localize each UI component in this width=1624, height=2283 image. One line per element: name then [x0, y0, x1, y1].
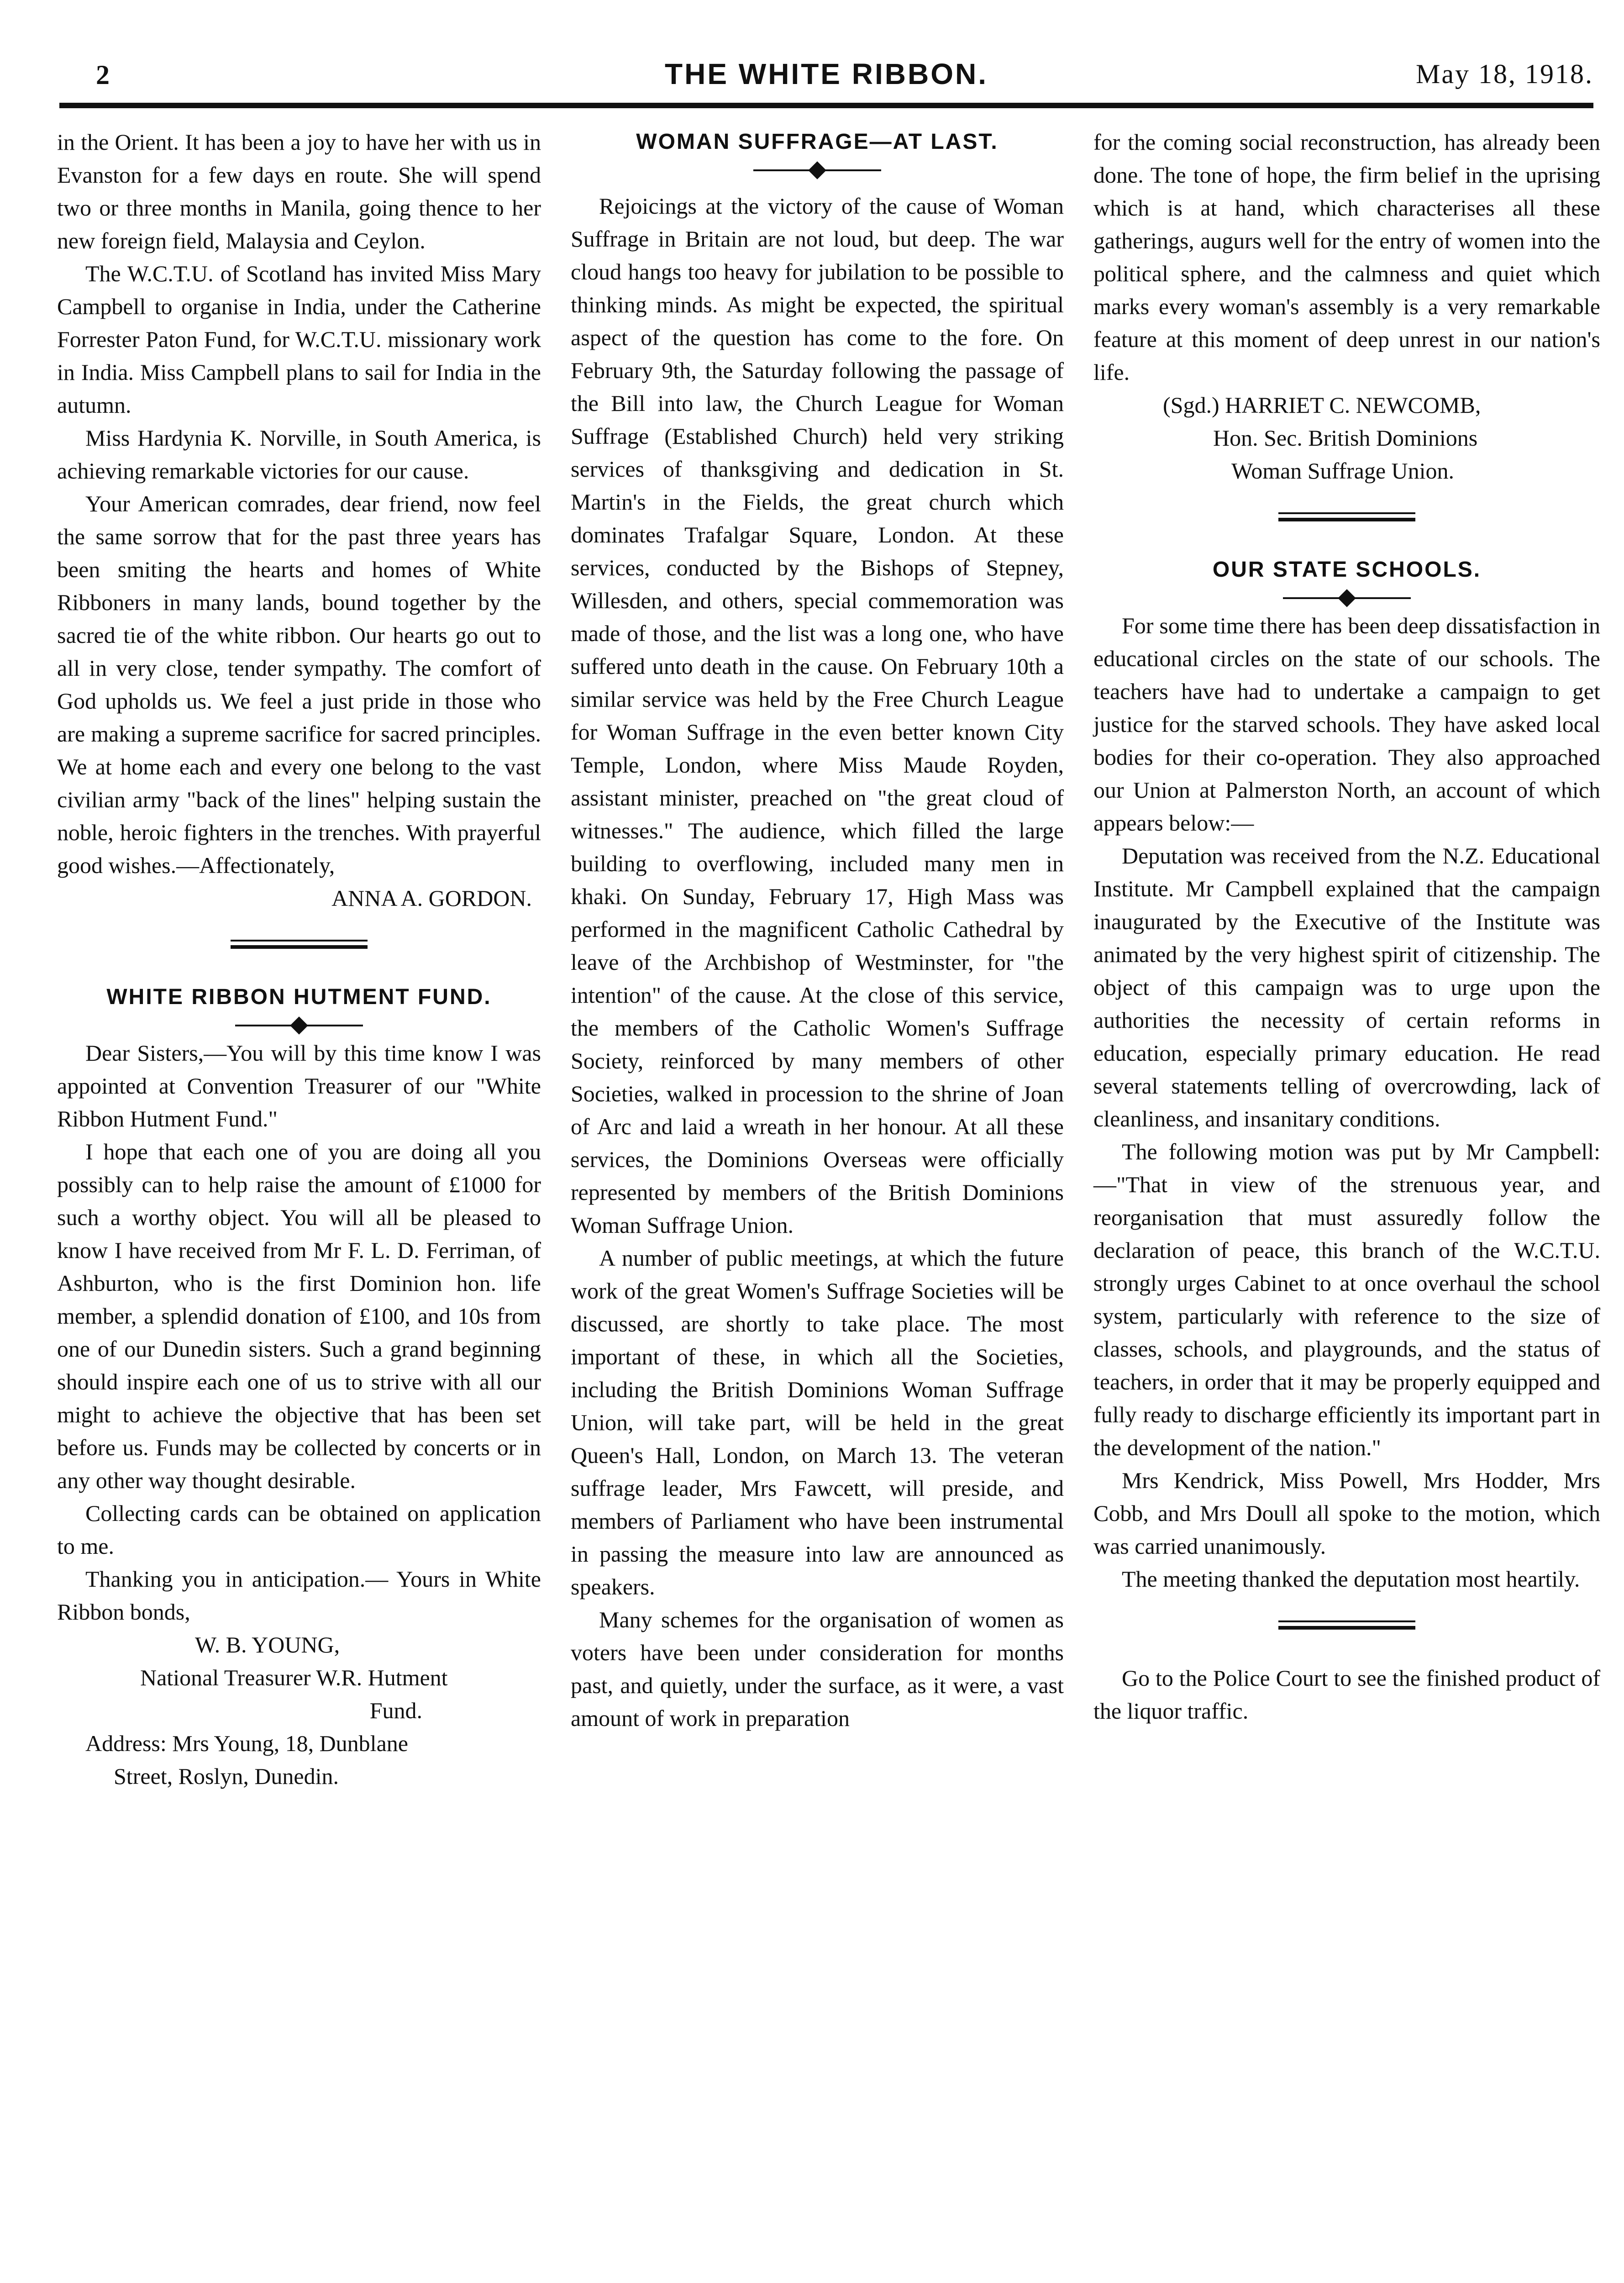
paragraph: for the coming social reconstruction, has already been done. The tone of hope, the firm belief in the uprising which is at hand, which characterises all these gatherings, augurs well for the entry of women into the political sphere, and the calmness and quiet which marks every woman's assembly is a very remarkable feature at this moment of deep unrest in our nation's life.	[1093, 129, 1600, 385]
column-3	[1093, 126, 1600, 1727]
heading-ornament	[57, 1014, 541, 1036]
suffrage-heading: WOMAN SUFFRAGE—AT LAST.	[636, 130, 999, 154]
column-1	[57, 126, 541, 1793]
paragraph: For some time there has been deep dissatisfaction in educational circles on the state of our schools. The teachers have had to undertake a campaign to get justice for the starved schools. They have asked local bodies for their co-operation. They also approached our Union at Palmerston North, an account of which appears below:—	[1093, 613, 1600, 836]
signature-name: (Sgd.) HARRIET C. NEWCOMB,	[1163, 392, 1481, 418]
masthead-title: THE WHITE RIBBON.	[665, 58, 988, 90]
page-header	[59, 46, 1593, 96]
paragraph: I hope that each one of you are doing all you possibly can to help raise the amount of £1000 for such a worthy object. You will all be pleased to know I have received from Mr F. L. D. Ferriman, of Ashburton, who is the first Dominion hon. life member, a splendid donation of £100, and 10s from one of our Dunedin sisters. Such a grand beginning should inspire each one of us to strive with all our might to achieve the objective that has been set before us. Funds may be collected by concerts or in any other way thought desirable.	[57, 1139, 541, 1493]
paragraph: A number of public meetings, at which the future work of the great Women's Suffrage Societies will be discussed, are shortly to take place. The most important of these, in which all the Societies, including the British Dominions Woman Suffrage Union, will take part, will be held in the great Queen's Hall, London, on March 13. The veteran suffrage leader, Mrs Fawcett, will preside, and members of Parliament who have been instrumental in passing the measure into law are announced as speakers.	[571, 1245, 1064, 1599]
hutment-fund-heading: WHITE RIBBON HUTMENT FUND.	[106, 985, 492, 1009]
paragraph: The following motion was put by Mr Campbell:—"That in view of the strenuous year, and reorganisation that must assuredly follow the declaration of peace, this branch of the W.C.T.U. strongly urges Cabinet to at once overhaul the school system, particularly with reference to the size of classes, schools, and playgrounds, and the status of teachers, in order that it may be properly equipped and fully ready to discharge efficiently its important part in the development of the nation."	[1093, 1139, 1600, 1460]
paragraph: Miss Hardynia K. Norville, in South America, is achieving remarkable victories for our cause.	[57, 425, 541, 484]
signature-name: W. B. YOUNG,	[195, 1632, 340, 1657]
issue-date: May 18, 1918.	[1416, 59, 1593, 89]
heading-ornament	[1093, 586, 1600, 609]
section-divider	[231, 940, 368, 949]
paragraph: Rejoicings at the victory of the cause of Woman Suffrage in Britain are not loud, but deep. The war cloud hangs too heavy for jubilation to be possible to thinking minds. As might be expected, the spiritual aspect of the question has come to the fore. On February 9th, the Saturday following the passage of the Bill into law, the Church League for Woman Suffrage (Established Church) held very striking services of thanksgiving and dedication in St. Martin's in the Fields, the great church which dominates Trafalgar Square, London. At these services, conducted by the Bishops of Stepney, Willesden, and others, special commemoration was made of those, and the list was a long one, who have suffered unto death in the cause. On February 10th a similar service was held by the Free Church League for Woman Suffrage in the even better known City Temple, London, where Miss Maude Royden, assistant minister, preached on "the great cloud of witnesses." The audience, which filled the large building to overflowing, included many men in khaki. On Sunday, February 17, High Mass was performed in the magnificent Catholic Cathedral by leave of the Archbishop of Westminster, for "the intention" of the cause. At the close of this service, the members of the Catholic Women's Suffrage Society, reinforced by many members of other Societies, walked in procession to the shrine of Joan of Arc and laid a wreath in her honour. At all these services, the Dominions Overseas were officially represented by members of the British Dominions Woman Suffrage Union.	[571, 193, 1064, 1238]
signature-title-cont: Woman Suffrage Union.	[1231, 458, 1455, 484]
paragraph: Your American comrades, dear friend, now feel the same sorrow that for the past three years has been smiting the hearts and homes of White Ribboners in many lands, bound together by the sacred tie of the white ribbon. Our hearts go out to all in very close, tender sympathy. The comfort of God upholds us. We feel a just pride in those who are making a supreme sacrifice for sacred principles. We at home each and every one belong to the vast civilian army "back of the lines" helping sustain the noble, heroic fighters in the trenches. With prayerful good wishes.—Affectionately,	[57, 491, 541, 878]
address: Address: Mrs Young, 18, Dunblane	[85, 1731, 408, 1756]
paragraph: Deputation was received from the N.Z. Educational Institute. Mr Campbell explained that the campaign inaugurated by the Executive of the Institute was animated by the very highest spirit of citizenship. The object of this campaign was to urge upon the authorities the necessity of certain reforms in education, especially primary education. He read several statements telling of overcrowding, lack of cleanliness, and insanitary conditions.	[1093, 843, 1600, 1131]
section-divider	[1278, 512, 1415, 521]
paragraph: Mrs Kendrick, Miss Powell, Mrs Hodder, Mrs Cobb, and Mrs Doull all spoke to the motion, which was carried unanimously.	[1093, 1468, 1600, 1559]
column-2	[571, 126, 1064, 1735]
paragraph: Collecting cards can be obtained on application to me.	[57, 1500, 541, 1559]
paragraph: The W.C.T.U. of Scotland has invited Miss Mary Campbell to organise in India, under the Catherine Forrester Paton Fund, for W.C.T.U. missionary work in India. Miss Campbell plans to sail for India in the autumn.	[57, 261, 541, 418]
schools-heading: OUR STATE SCHOOLS.	[1212, 558, 1482, 582]
paragraph: Thanking you in anticipation.— Yours in White Ribbon bonds,	[57, 1566, 541, 1625]
header-rule	[59, 103, 1593, 108]
paragraph: Dear Sisters,—You will by this time know I was appointed at Convention Treasurer of our "White Ribbon Hutment Fund."	[57, 1040, 541, 1131]
closing-note: Go to the Police Court to see the finished product of the liquor traffic.	[1093, 1665, 1600, 1724]
paragraph: in the Orient. It has been a joy to have her with us in Evanston for a few days en route. She will spend two or three months in Manila, going thence to her new foreign field, Malaysia and Ceylon.	[57, 129, 541, 253]
paragraph: Many schemes for the organisation of women as voters have been under consideration for months past, and quietly, under the surface, as it were, a vast amount of work in preparation	[571, 1607, 1064, 1731]
signature-title: Hon. Sec. British Dominions	[1213, 425, 1478, 451]
signature-title: National Treasurer W.R. Hutment	[140, 1665, 448, 1690]
signature-title-cont: Fund.	[369, 1698, 422, 1723]
section-divider	[1278, 1620, 1415, 1630]
address-cont: Street, Roslyn, Dunedin.	[114, 1763, 339, 1789]
page-number: 2	[96, 60, 110, 90]
heading-ornament	[571, 158, 1064, 181]
paragraph: The meeting thanked the deputation most heartily.	[1122, 1566, 1580, 1592]
signature: ANNA A. GORDON.	[331, 885, 532, 911]
